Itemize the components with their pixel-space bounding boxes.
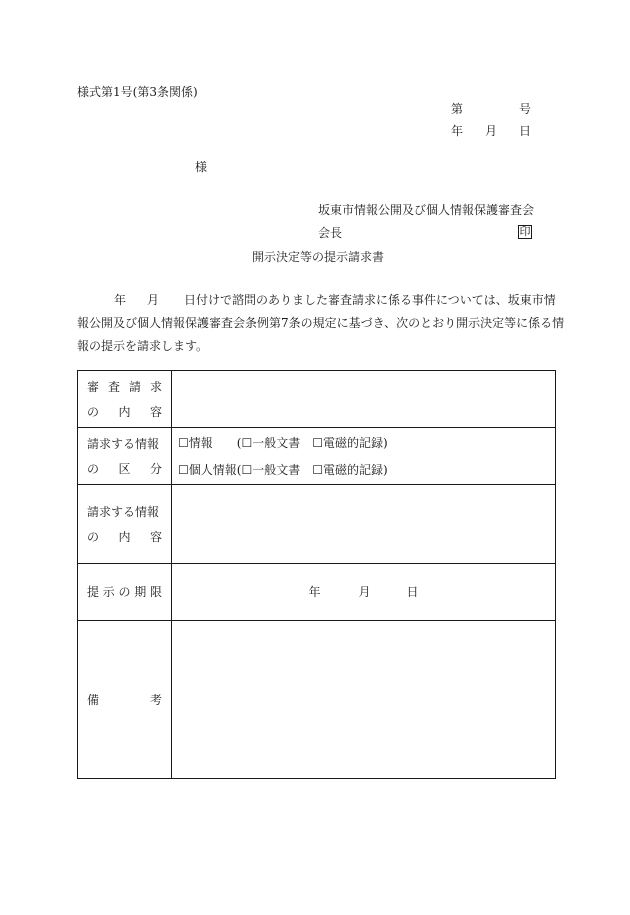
document-date-year: 年 <box>451 124 464 138</box>
body-date-month: 月 <box>147 293 160 307</box>
deadline-year: 年 <box>308 585 321 599</box>
option-information[interactable]: ☐情報 (☐一般文書 ☐電磁的記録) <box>178 435 388 450</box>
seal-mark: 印 <box>519 225 531 238</box>
document-number-prefix: 第 <box>451 102 464 116</box>
label-info-category: 請求する情報 の 区 分 <box>78 428 172 485</box>
document-title: 開示決定等の提示請求書 <box>252 250 385 264</box>
value-appeal-content[interactable] <box>172 371 556 428</box>
value-remarks[interactable] <box>172 621 556 779</box>
label-presentation-deadline: 提 示 の 期 限 <box>78 564 172 621</box>
deadline-day: 日 <box>406 585 419 599</box>
document-number-suffix: 号 <box>518 102 531 116</box>
row-info-category <box>78 428 556 485</box>
label-info-content: 請求する情報 の 内 容 <box>78 485 172 564</box>
value-presentation-deadline[interactable] <box>172 564 556 621</box>
row-appeal-content <box>78 371 556 428</box>
document-date <box>451 125 531 137</box>
body-line-3: 報の提示を請求します。 <box>77 339 209 353</box>
document-number <box>451 103 531 115</box>
value-info-category <box>172 428 556 485</box>
body-line-2: 報公開及び個人情報保護審査会条例第7条の規定に基づき、次のとおり開示決定等に係る情 <box>77 316 565 330</box>
sender-title: 会長 <box>318 226 343 240</box>
document-date-month: 月 <box>484 124 497 138</box>
addressee-suffix: 様 <box>195 160 208 174</box>
label-appeal-content: 審 査 請 求 の 内 容 <box>78 371 172 428</box>
row-remarks <box>78 621 556 779</box>
row-info-content <box>78 485 556 564</box>
body-line-1: 日付けで諮問のありました審査請求に係る事件については、坂東市情 <box>184 293 556 307</box>
document-date-day: 日 <box>518 124 531 138</box>
deadline-month: 月 <box>358 585 371 599</box>
option-personal-information[interactable]: ☐個人情報(☐一般文書 ☐電磁的記録) <box>178 462 388 477</box>
row-presentation-deadline <box>78 564 556 621</box>
body-date-year: 年 <box>114 293 127 307</box>
request-form-table <box>77 370 556 779</box>
label-remarks: 備 考 <box>78 621 172 779</box>
value-info-content[interactable] <box>172 485 556 564</box>
form-number: 様式第1号(第3条関係) <box>77 85 198 99</box>
sender-organization: 坂東市情報公開及び個人情報保護審査会 <box>318 203 535 217</box>
